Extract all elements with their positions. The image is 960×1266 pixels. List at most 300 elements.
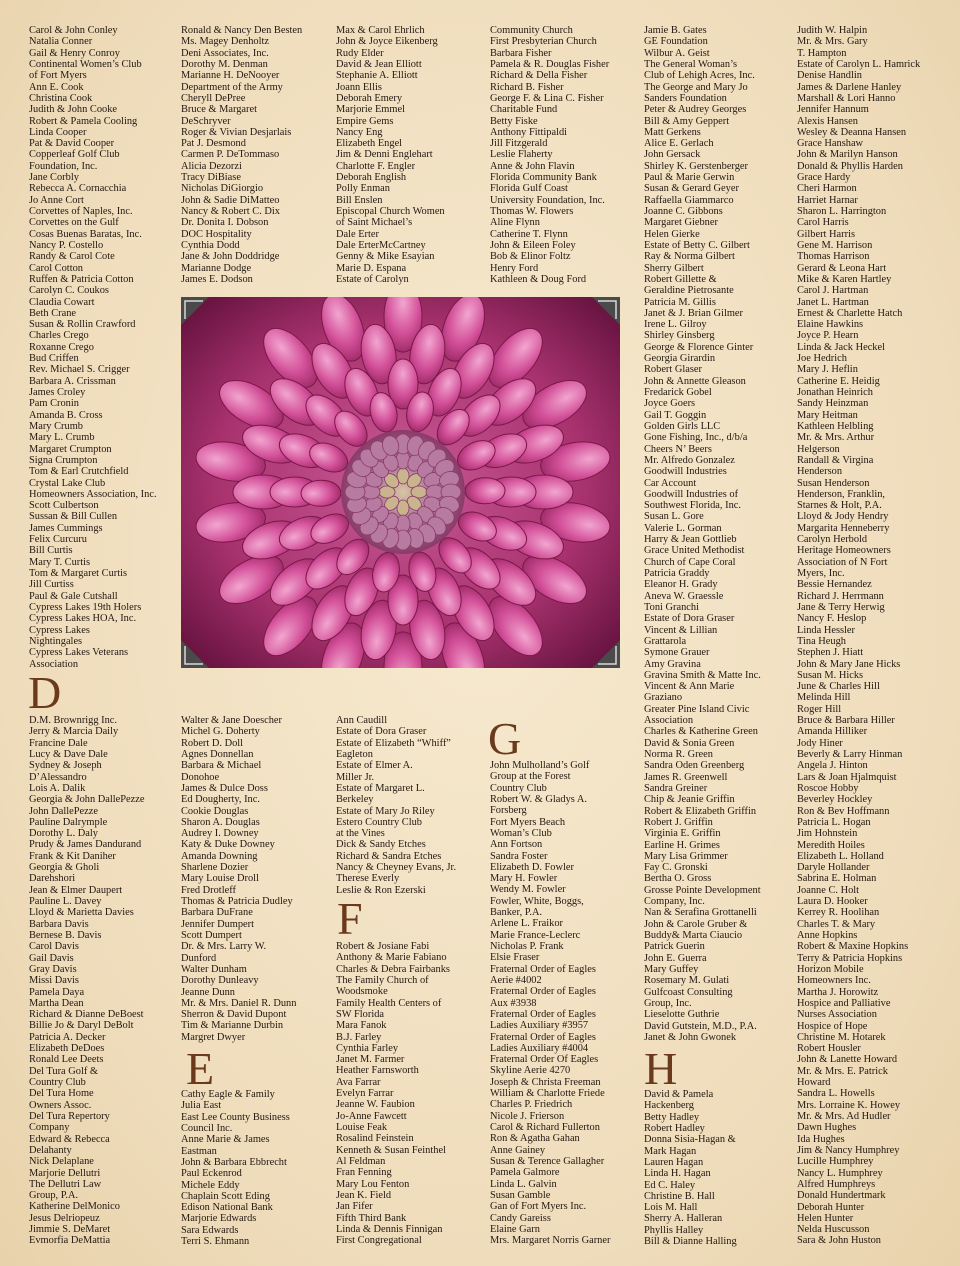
donor-name: Group, Inc. bbox=[644, 997, 692, 1009]
donor-name: Joyce Goers bbox=[644, 398, 696, 410]
donor-name: Jamie B. Gates bbox=[644, 25, 707, 36]
dahlia-petal bbox=[301, 480, 341, 507]
donor-name: Joseph & Christa Freeman bbox=[490, 1076, 601, 1088]
donor-name: Susan & Terence Gallagher bbox=[490, 1155, 605, 1167]
donor-name: Homeowners Association, Inc. bbox=[29, 488, 157, 500]
donor-name: Lloyd & Jody Hendry bbox=[797, 511, 889, 523]
donor-name: Donald Hundertmark bbox=[797, 1190, 886, 1202]
donor-name: Walter Dunham bbox=[181, 963, 247, 975]
donor-name: Mary Crumb bbox=[29, 420, 83, 432]
donor-name: Estate of Mary Jo Riley bbox=[336, 805, 435, 817]
donor-name: Anne Gainey bbox=[490, 1144, 546, 1156]
donor-name: Corvettes on the Gulf bbox=[29, 217, 119, 229]
donor-name: First Presbyterian Church bbox=[490, 36, 597, 48]
donor-name: Cypress Lakes Veterans bbox=[29, 647, 129, 659]
donor-name: Gray Davis bbox=[29, 963, 77, 975]
donor-name: Dorothy M. Denman bbox=[181, 58, 268, 70]
donor-name: Scott Culbertson bbox=[29, 500, 99, 512]
donor-name: Alfred Humphreys bbox=[797, 1178, 876, 1190]
donor-name: Gulfcoast Consulting bbox=[644, 986, 733, 998]
donor-name: Nicholas P. Frank bbox=[490, 941, 564, 952]
donor-name: Toni Granchi bbox=[644, 601, 699, 613]
donor-name: James Croley bbox=[29, 387, 86, 398]
donor-name: Empire Gems bbox=[336, 115, 394, 127]
donor-name: Kathleen & Doug Ford bbox=[490, 273, 587, 285]
donor-name: Jennifer Dumpert bbox=[181, 918, 254, 930]
donor-name: Christina Cook bbox=[29, 92, 93, 104]
donor-name: Sherron & David Dupont bbox=[181, 1009, 287, 1021]
donor-name: Country Club bbox=[490, 782, 547, 794]
donor-name: Sara Edwards bbox=[181, 1224, 239, 1236]
dahlia-photo bbox=[181, 297, 620, 668]
donor-list bbox=[181, 715, 331, 1043]
donor-name: Janet M. Farmer bbox=[336, 1054, 405, 1066]
donor-name: Beverly & Larry Hinman bbox=[797, 749, 903, 760]
donor-name: Gerard & Leona Hart bbox=[797, 262, 887, 274]
donor-name: Dick & Sandy Etches bbox=[336, 839, 426, 851]
donor-name: Jo Anne Cort bbox=[29, 194, 84, 206]
donor-name: Marie D. Espana bbox=[336, 262, 407, 274]
donor-name: Grattarola bbox=[644, 635, 687, 647]
donor-name: John DallePezze bbox=[29, 805, 98, 817]
donor-name: Phyllis Halley bbox=[644, 1224, 704, 1236]
donor-name: Sussan & Bill Cullen bbox=[29, 511, 118, 523]
donor-name: Frank & Kit Daniher bbox=[29, 850, 116, 862]
donor-name: John & Joyce Eikenberg bbox=[336, 36, 438, 48]
donor-name: Department of the Army bbox=[181, 81, 283, 93]
donor-name: Golden Girls LLC bbox=[644, 420, 721, 432]
donor-name: Amanda Hilliker bbox=[797, 726, 868, 738]
donor-name: Continental Women’s Club bbox=[29, 58, 142, 70]
donor-name: Anthony Fittipaldi bbox=[490, 126, 568, 138]
donor-name: Ron & Bev Hoffmann bbox=[797, 805, 890, 817]
donor-name: Janet & John Gwonek bbox=[644, 1031, 737, 1043]
donor-name: Company, Inc. bbox=[644, 896, 705, 908]
donor-name: The George and Mary Jo bbox=[644, 81, 748, 93]
donor-name: Owners Assoc. bbox=[29, 1099, 92, 1111]
donor-name: Sharlene Dozier bbox=[181, 862, 249, 874]
donor-name: Meredith Hoiles bbox=[797, 839, 865, 851]
donor-list bbox=[181, 1089, 331, 1247]
donor-name: T. Hampton bbox=[797, 47, 847, 59]
donor-name: Mike & Karen Hartley bbox=[797, 273, 892, 285]
donor-name: Amanda Downing bbox=[181, 850, 258, 862]
donor-name: Marjorie Emmel bbox=[336, 104, 405, 116]
donor-name: Starnes & Holt, P.A. bbox=[797, 500, 882, 512]
donor-name: Aerie #4002 bbox=[490, 974, 542, 986]
donor-name: Linda & Dennis Finnigan bbox=[336, 1223, 443, 1235]
donor-name: Pam Cronin bbox=[29, 398, 79, 410]
donor-name: Bill Enslen bbox=[336, 194, 383, 206]
donor-name: Candy Gareiss bbox=[490, 1212, 551, 1224]
donor-name: Evmorfia DeMattia bbox=[29, 1235, 111, 1247]
donor-name: Nan & Serafina Grottanelli bbox=[644, 907, 757, 919]
donor-name: Ann Caudill bbox=[336, 715, 388, 726]
donor-name: Nancy Eng bbox=[336, 126, 383, 138]
donor-name: Carmen P. DeTommaso bbox=[181, 149, 280, 161]
photo-corner-icon bbox=[181, 297, 209, 325]
donor-name: Vincent & Lillian bbox=[644, 624, 718, 636]
donor-name: Donna Sisia-Hagan & bbox=[644, 1134, 736, 1146]
donor-name: Lauren Hagan bbox=[644, 1156, 704, 1168]
donor-name: Katherine DelMonico bbox=[29, 1201, 120, 1213]
donor-name: Association bbox=[644, 715, 694, 727]
donor-name: Gail Davis bbox=[29, 952, 74, 964]
donor-name: Dr. & Mrs. Larry W. bbox=[181, 941, 267, 953]
donor-name: Bill & Amy Geppert bbox=[644, 115, 730, 127]
donor-name: Nancy P. Costello bbox=[29, 239, 104, 251]
donor-name: Foundation, Inc. bbox=[29, 160, 98, 172]
donor-name: Elaine Hawkins bbox=[797, 319, 864, 331]
donor-name: Margaret Giebner bbox=[644, 217, 718, 229]
donor-name: Del Tura Golf & bbox=[29, 1065, 98, 1077]
donor-name: Grosse Pointe Development bbox=[644, 884, 761, 896]
donor-name: John & Carole Gruber & bbox=[644, 918, 748, 930]
donor-name: Association of N Fort bbox=[797, 556, 888, 568]
donor-name: Janet & J. Brian Gilmer bbox=[644, 307, 743, 319]
donor-name: Angela J. Hinton bbox=[797, 760, 868, 772]
donor-name: Jennifer Hannum bbox=[797, 104, 869, 116]
donor-name: Fraternal Order of Eagles bbox=[490, 1031, 596, 1043]
donor-name: Carol Harris bbox=[797, 217, 849, 229]
donor-name: Joyce P. Hearn bbox=[797, 330, 859, 342]
donor-name: Sara & John Huston bbox=[797, 1235, 881, 1247]
donor-name: Irene L. Gilroy bbox=[644, 319, 707, 331]
donor-name: Ronald Lee Deets bbox=[29, 1054, 104, 1066]
donor-name: Nancy & Cheyney Evans, Jr. bbox=[336, 862, 457, 874]
donor-name: Ron & Agatha Gahan bbox=[490, 1133, 580, 1145]
donor-name: Catherine T. Flynn bbox=[490, 228, 568, 240]
donor-name: Country Club bbox=[29, 1077, 86, 1088]
donor-name: Sandra Greiner bbox=[644, 782, 708, 794]
donor-name: Earline H. Grimes bbox=[644, 839, 720, 851]
donor-name: Bertha O. Gross bbox=[644, 873, 712, 885]
donor-name: Chip & Jeanie Griffin bbox=[644, 794, 735, 806]
donor-name: Bud Criffen bbox=[29, 353, 79, 365]
donor-name: James & Dulce Doss bbox=[181, 782, 268, 794]
donor-name: Bernese B. Davis bbox=[29, 929, 102, 941]
donor-name: Jim & Denni Englehart bbox=[336, 149, 433, 161]
donor-name: Melinda Hill bbox=[797, 692, 851, 704]
donor-name: Carolyn Herbold bbox=[797, 534, 868, 546]
donor-name: Charitable Fund bbox=[490, 104, 558, 116]
donor-name: Richard J. Herrmann bbox=[797, 590, 884, 602]
donor-name: Jill Curtiss bbox=[29, 579, 74, 591]
donor-name: Carolyn C. Coukos bbox=[29, 285, 109, 297]
donor-name: Jane Corbly bbox=[29, 172, 79, 184]
donor-name: June & Charles Hill bbox=[797, 681, 880, 693]
donor-name: Harry & Jean Gottlieb bbox=[644, 534, 737, 546]
donor-name: Fraternal Order Of Eagles bbox=[490, 1054, 599, 1066]
donor-name: Helgerson bbox=[797, 443, 840, 455]
donor-name: Bill Curtis bbox=[29, 545, 73, 557]
section-letter-h: H bbox=[644, 1043, 678, 1094]
donor-name: Ann Fortson bbox=[490, 839, 543, 851]
donor-name: Tom & Margaret Curtis bbox=[29, 568, 128, 579]
donor-name: Audrey I. Downey bbox=[181, 828, 259, 840]
donor-name: of Saint Michael’s bbox=[336, 217, 413, 229]
donor-name: Charles Crego bbox=[29, 330, 89, 342]
donor-name: Michel G. Doherty bbox=[181, 726, 260, 738]
donor-name: Eagleton bbox=[336, 748, 373, 760]
donor-name: Wesley & Deanna Hansen bbox=[797, 126, 907, 138]
donor-name: Mary Heitman bbox=[797, 409, 858, 421]
donor-name: Judith W. Halpin bbox=[797, 25, 868, 36]
donor-name: Club of Lehigh Acres, Inc. bbox=[644, 70, 755, 82]
donor-name: Estate of Carolyn bbox=[336, 273, 409, 285]
donor-name: Gail & Henry Conroy bbox=[29, 47, 120, 59]
donor-name: George & Florence Ginter bbox=[644, 341, 754, 353]
donor-name: Henderson bbox=[797, 466, 843, 478]
donor-name: Gravina Smith & Matte Inc. bbox=[644, 669, 761, 681]
donor-name: Terry & Patricia Hopkins bbox=[797, 952, 903, 964]
donor-name: Homeowners Inc. bbox=[797, 975, 871, 987]
donor-name: Del Tura Home bbox=[29, 1088, 94, 1100]
donor-name: Elizabeth D. Fowler bbox=[490, 861, 574, 873]
donor-name: Fraternal Order of Eagles bbox=[490, 1008, 596, 1020]
donor-name: Peter & Audrey Georges bbox=[644, 104, 747, 116]
donor-name: Cypress Lakes HOA, Inc. bbox=[29, 613, 137, 625]
donor-name: Joanne C. Gibbons bbox=[644, 206, 723, 217]
donor-name: Nightingales bbox=[29, 635, 83, 647]
donor-name: Grace United Methodist bbox=[644, 545, 745, 557]
donor-name: Marianne H. DeNooyer bbox=[181, 70, 280, 82]
donor-name: Ronald & Nancy Den Besten bbox=[181, 25, 303, 36]
donor-name: Sanders Foundation bbox=[644, 92, 727, 104]
donor-name: DeSchryver bbox=[181, 115, 231, 127]
donor-name: Church of Cape Coral bbox=[644, 556, 736, 568]
donor-name: Gone Fishing, Inc., d/b/a bbox=[644, 432, 748, 444]
donor-name: Kenneth & Susan Feinthel bbox=[336, 1144, 446, 1156]
donor-name: Elsie Fraser bbox=[490, 952, 540, 964]
donor-name: David & Jean Elliott bbox=[336, 58, 422, 70]
donor-name: Heather Farnsworth bbox=[336, 1065, 419, 1077]
donor-name: Barbara & Michael bbox=[181, 760, 262, 772]
donor-name: Shirley Ginsberg bbox=[644, 330, 715, 342]
donor-name: Marshall & Lori Hanno bbox=[797, 92, 896, 104]
donor-name: Thomas & Patricia Dudley bbox=[181, 896, 293, 907]
donor-name: Sandra Oden Greenberg bbox=[644, 760, 745, 772]
donor-name: Darehshori bbox=[29, 873, 76, 885]
donor-name: Group, P.A. bbox=[29, 1190, 79, 1202]
donor-name: Mr. & Mrs. Gary bbox=[797, 36, 868, 48]
donor-name: Margarita Henneberry bbox=[797, 522, 890, 534]
donor-name: Marie France-Leclerc bbox=[490, 929, 581, 941]
donor-name: Roger Hill bbox=[797, 703, 842, 715]
donor-name: Car Account bbox=[644, 477, 697, 489]
donor-name: Therese Everly bbox=[336, 873, 400, 885]
donor-name: John E. Guerra bbox=[644, 952, 707, 964]
donor-name: Woman’s Club bbox=[490, 827, 552, 839]
donor-name: Anne & John Flavin bbox=[490, 160, 575, 172]
donor-name: Charles & Katherine Green bbox=[644, 726, 758, 738]
donor-name: Nelda Huscusson bbox=[797, 1224, 870, 1236]
donor-name: John Mulholland’s Golf bbox=[490, 760, 590, 771]
donor-name: Estate of Elmer A. bbox=[336, 760, 413, 772]
donor-name: Mr. & Mrs. Arthur bbox=[797, 432, 875, 444]
donor-name: Margaret Crumpton bbox=[29, 443, 112, 455]
donor-list bbox=[336, 715, 486, 896]
donor-name: Nancy & Robert C. Dix bbox=[181, 206, 280, 217]
donor-name: Sharon L. Harrington bbox=[797, 206, 887, 217]
donor-name: Cheers N’ Beers bbox=[644, 443, 712, 455]
donor-name: Anne Hopkins bbox=[797, 930, 858, 941]
donor-name: Tracy DiBiase bbox=[181, 172, 241, 184]
donor-name: Gene M. Harrison bbox=[797, 239, 873, 251]
donor-name: Lloyd & Marietta Davies bbox=[29, 907, 134, 919]
donor-name: Thomas Harrison bbox=[797, 251, 870, 263]
donor-name: Bruce & Barbara Hiller bbox=[797, 715, 895, 727]
donor-name: Association bbox=[29, 658, 79, 670]
donor-name: Robert Glaser bbox=[644, 364, 702, 376]
donor-name: Joanne C. Holt bbox=[797, 884, 860, 896]
donor-name: Thomas W. Flowers bbox=[490, 206, 574, 217]
donor-name: Susan & Gerard Geyer bbox=[644, 183, 739, 195]
donor-name: Linda & Jack Heckel bbox=[797, 341, 885, 353]
donor-name: Sandy Heinzman bbox=[797, 398, 869, 410]
donor-name: Jill Fitzgerald bbox=[490, 138, 548, 150]
donor-name: Lois A. Dalik bbox=[29, 782, 86, 794]
donor-name: Cypress Lakes bbox=[29, 624, 90, 636]
donor-name: Aux #3938 bbox=[490, 997, 537, 1009]
donor-name: Billie Jo & Daryl DeBolt bbox=[29, 1020, 134, 1032]
donor-name: Denise Handlin bbox=[797, 70, 862, 82]
donor-name: Horizon Mobile bbox=[797, 963, 864, 975]
donor-name: Paul & Marie Gerwin bbox=[644, 172, 735, 184]
donor-name: Shirley K. Gerstenberger bbox=[644, 160, 748, 172]
donor-name: Roger & Vivian Desjarlais bbox=[181, 126, 292, 138]
donor-name: Graziano bbox=[644, 692, 683, 704]
donor-name: Eleanor H. Grady bbox=[644, 579, 718, 591]
donor-name: Nurses Association bbox=[797, 1009, 877, 1021]
donor-name: Estate of Margaret L. bbox=[336, 782, 425, 794]
donor-name: Elizabeth Engel bbox=[336, 138, 403, 150]
dahlia-flower-image bbox=[181, 297, 620, 668]
donor-name: Florida Gulf Coast bbox=[490, 183, 568, 195]
donor-name: Evelyn Farrar bbox=[336, 1088, 394, 1100]
donor-name: Pamela Galmore bbox=[490, 1167, 560, 1179]
donor-name: James & Darlene Hanley bbox=[797, 81, 902, 93]
donor-list bbox=[29, 715, 179, 1247]
donor-name: Ruffen & Patricia Cotton bbox=[29, 273, 134, 285]
donor-name: Barbara A. Crissman bbox=[29, 375, 116, 387]
donor-name: David & Pamela bbox=[644, 1089, 714, 1100]
donor-name: B.J. Farley bbox=[336, 1031, 382, 1043]
donor-name: Pamela & R. Douglas Fisher bbox=[490, 58, 610, 70]
donor-name: SW Florida bbox=[336, 1008, 385, 1020]
donor-name: Cookie Douglas bbox=[181, 805, 249, 817]
donor-name: Buddy& Marta Ciaucio bbox=[644, 930, 743, 941]
donor-name: Robert & Elizabeth Griffin bbox=[644, 805, 757, 817]
donor-name: Charlotte F. Engler bbox=[336, 160, 416, 172]
donor-name: Georgia Girardin bbox=[644, 353, 716, 365]
donor-name: Nick Delaplane bbox=[29, 1156, 94, 1168]
donor-name: Ladies Auxiliary #4004 bbox=[490, 1042, 589, 1054]
donor-name: Council Inc. bbox=[181, 1122, 233, 1134]
section-letter-g: G bbox=[488, 713, 522, 764]
donor-name: Jonathan Heinrich bbox=[797, 387, 873, 398]
donor-name: Jimmie S. DeMaret bbox=[29, 1224, 111, 1236]
donor-name: Agnes Donnellan bbox=[181, 748, 254, 760]
donor-name: Terri S. Ehmann bbox=[181, 1236, 250, 1248]
donor-name: Louise Feak bbox=[336, 1122, 388, 1133]
donor-name: Walter & Jane Doescher bbox=[181, 715, 283, 726]
donor-name: Company bbox=[29, 1122, 70, 1134]
donor-name: Cheryll DePree bbox=[181, 92, 246, 104]
donor-name: Robert D. Doll bbox=[181, 737, 244, 749]
donor-name: Deni Associates, Inc. bbox=[181, 47, 269, 59]
donor-name: Ladies Auxiliary #3957 bbox=[490, 1020, 589, 1032]
donor-name: Tina Heugh bbox=[797, 635, 846, 647]
donor-name: Pat J. Desmond bbox=[181, 138, 246, 150]
donor-list bbox=[644, 1089, 794, 1247]
donor-name: at the Vines bbox=[336, 828, 385, 840]
donor-name: Bessie Hernandez bbox=[797, 579, 872, 591]
donor-name: First Congregational bbox=[336, 1235, 422, 1247]
donor-name: Gail T. Goggin bbox=[644, 409, 707, 421]
donor-name: Geraldine Pietrosante bbox=[644, 285, 734, 297]
donor-name: Susan Henderson bbox=[797, 477, 870, 489]
donor-name: Pamela Daya bbox=[29, 986, 85, 998]
donor-name: Copperleaf Golf Club bbox=[29, 149, 120, 161]
donor-name: Marjorie Edwards bbox=[181, 1213, 257, 1225]
donor-name: Del Tura Repertory bbox=[29, 1110, 110, 1122]
donor-name: Katy & Duke Downey bbox=[181, 839, 275, 851]
donor-name: Jan Fifer bbox=[336, 1201, 373, 1213]
donor-name: Estate of Elizabeth “Whiff” bbox=[336, 737, 451, 749]
donor-name: Lucy & Dave Dale bbox=[29, 748, 108, 760]
donor-name: Fredarick Gobel bbox=[644, 387, 712, 398]
donor-name: Fran Fenning bbox=[336, 1167, 392, 1179]
donor-name: Estate of Dora Graser bbox=[644, 613, 735, 625]
donor-name: Margret Dwyer bbox=[181, 1031, 246, 1043]
donor-name: Jesus Delriopeuz bbox=[29, 1212, 100, 1224]
donor-name: Estero Country Club bbox=[336, 816, 423, 828]
donor-name: Dorothy L. Daly bbox=[29, 828, 98, 840]
donor-name: Georgia & Gholi bbox=[29, 862, 100, 874]
donor-name: Group at the Forest bbox=[490, 771, 571, 783]
donor-name: Edward & Rebecca bbox=[29, 1133, 110, 1145]
donor-name: Francine Dale bbox=[29, 737, 88, 749]
donor-name: D.M. Brownrigg Inc. bbox=[29, 715, 118, 726]
donor-name: Scott Dumpert bbox=[181, 929, 242, 941]
donor-name: Deborah Emery bbox=[336, 92, 403, 104]
donor-name: Roxanne Crego bbox=[29, 341, 94, 353]
donor-name: Beverley Hockley bbox=[797, 794, 873, 806]
donor-name: Ray & Norma Gilbert bbox=[644, 251, 735, 263]
donor-name: The General Woman’s bbox=[644, 58, 738, 70]
donor-name: Jane & Terry Herwig bbox=[797, 601, 885, 613]
donor-name: Edison National Bank bbox=[181, 1202, 273, 1214]
donor-name: Ann E. Cook bbox=[29, 81, 84, 93]
section-letter-d: D bbox=[28, 667, 62, 718]
donor-name: Fraternal Order of Eagles bbox=[490, 986, 596, 998]
donor-name: Tim & Marianne Durbin bbox=[181, 1020, 284, 1032]
donor-name: Eastman bbox=[181, 1145, 217, 1157]
donor-name: Robert & Maxine Hopkins bbox=[797, 941, 909, 953]
donor-name: Mary J. Heflin bbox=[797, 364, 858, 376]
donor-name: Elaine Garn bbox=[490, 1223, 540, 1235]
donor-name: Jeanne W. Faubion bbox=[336, 1099, 415, 1111]
donor-name: Robert & Pamela Cooling bbox=[29, 115, 138, 127]
donor-name: Fowler, White, Boggs, bbox=[490, 895, 584, 907]
donor-name: Dr. Donita I. Dobson bbox=[181, 217, 269, 229]
donor-name: Florida Community Bank bbox=[490, 172, 597, 184]
donor-name: Betty Hadley bbox=[644, 1111, 700, 1123]
donor-name: Laura D. Hooker bbox=[797, 896, 868, 908]
donor-name: Sabrina E. Holman bbox=[797, 873, 877, 885]
donor-name: Mara Fanok bbox=[336, 1020, 387, 1032]
